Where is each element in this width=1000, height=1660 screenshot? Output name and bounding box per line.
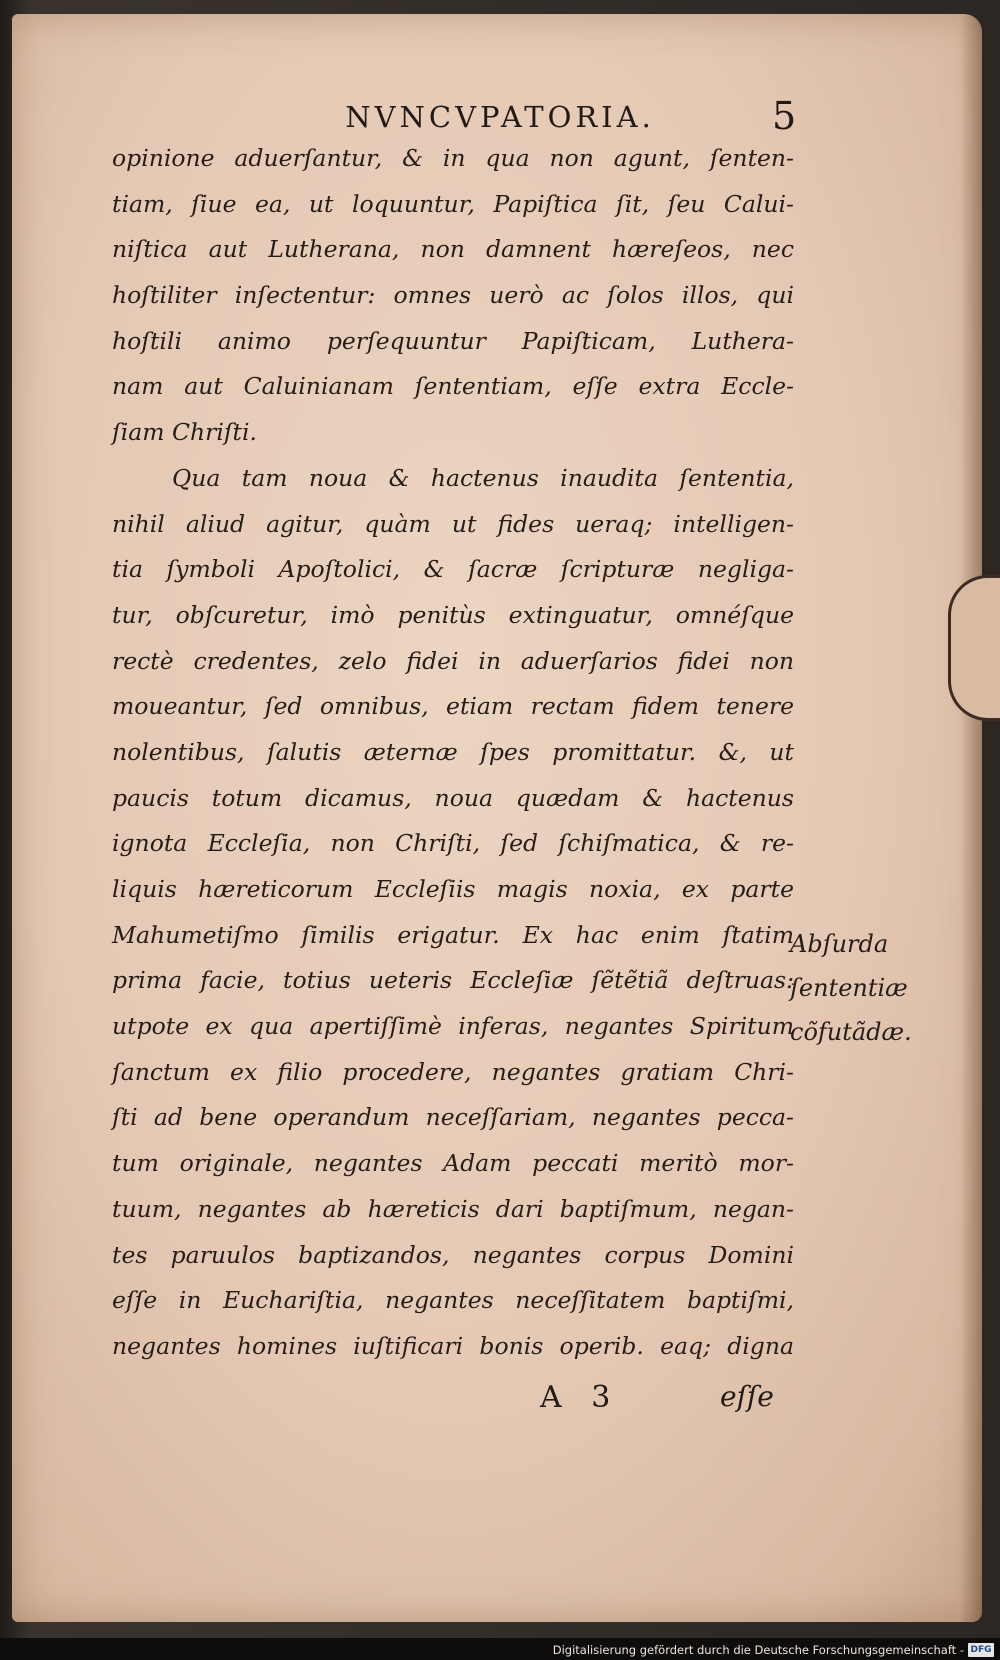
text-line: ſanctum ex filio procedere, negantes gratiam Chri- (112, 1057, 794, 1086)
text-line: utpote ex qua apertiſſimè inferas, negantes Spiritum (112, 1012, 794, 1041)
running-head: NVNCVPATORIA. (345, 100, 655, 134)
digitization-footer (0, 1638, 1000, 1660)
text-line: tes paruulos baptizandos, negantes corpus Domini (112, 1240, 794, 1269)
text-line: tia ſymboli Apoſtolici, & ſacræ ſcripturæ negliga- (112, 555, 794, 584)
text-line: tiam, ſiue ea, ut loquuntur, Papiſtica ſit, ſeu Calui- (112, 189, 794, 218)
text-line: ignota Eccleſia, non Chriſti, ſed ſchiſmatica, & re- (112, 829, 794, 858)
text-line: ſiam Chriſti. (112, 418, 257, 447)
text-line: ſti ad bene operandum neceſſariam, negantes pecca- (112, 1103, 794, 1132)
marginal-note (790, 922, 970, 1054)
text-line: opinione aduerſantur, & in qua non agunt, ſenten- (112, 144, 794, 172)
marginal-note-line: cõfutãdæ. (790, 1018, 912, 1046)
text-line: negantes homines iuſtificari bonis operib. eaq; digna (112, 1331, 794, 1360)
text-line: nihil aliud agitur, quàm ut fides ueraq; intelligen- (112, 509, 794, 538)
text-line: prima facie, totius ueteris Eccleſiæ ſẽtẽtiã deſtruas: (112, 966, 794, 995)
page-number: 5 (772, 94, 797, 138)
text-line: moueantur, ſed omnibus, etiam rectam fidem tenere (112, 692, 794, 721)
text-line: eſſe in Euchariſtia, negantes neceſſitatem baptiſmi, (112, 1286, 794, 1315)
text-line: Mahumetiſmo ſimilis erigatur. Ex hac enim ſtatim (112, 920, 794, 949)
page-tab-marker (948, 575, 1000, 721)
text-line: nolentibus, ſalutis æternæ ſpes promittatur. &, ut (112, 737, 794, 766)
text-line: hoſtiliter inſectentur: omnes uerò ac ſolos illos, qui (112, 281, 794, 310)
text-line: niſtica aut Lutherana, non damnent hæreſeos, nec (112, 235, 794, 264)
catchline (0, 1380, 1000, 1430)
footer-credit: Digitalisierung gefördert durch die Deutsche Forschungsgemeinschaft - (552, 1643, 964, 1657)
text-line: hoſtili animo perſequuntur Papiſticam, Luthera- (112, 326, 794, 355)
text-line: tuum, negantes ab hæreticis dari baptiſmum, negan- (112, 1194, 794, 1223)
text-line: Qua tam noua & hactenus inaudita ſententia, (172, 463, 794, 492)
signature-mark: A 3 (540, 1380, 621, 1415)
text-line: rectè credentes, zelo fidei in aduerſarios fidei non (112, 646, 794, 675)
marginal-note-line: ſententiæ (790, 974, 908, 1002)
dfg-logo: DFG (968, 1643, 994, 1657)
text-line: paucis totum dicamus, noua quædam & hactenus (112, 783, 794, 812)
marginal-note-line: Abſurda (790, 930, 889, 958)
text-line: tum originale, negantes Adam peccati meritò mor- (112, 1149, 794, 1178)
text-line: nam aut Caluinianam ſententiam, eſſe extra Eccle- (112, 372, 794, 401)
body-text (112, 136, 794, 1370)
text-line: liquis hæreticorum Eccleſiis magis noxia, ex parte (112, 875, 794, 903)
catchword: eſſe (720, 1380, 774, 1413)
text-line: tur, obſcuretur, imò penitùs extinguatur, omnéſque (112, 600, 794, 629)
